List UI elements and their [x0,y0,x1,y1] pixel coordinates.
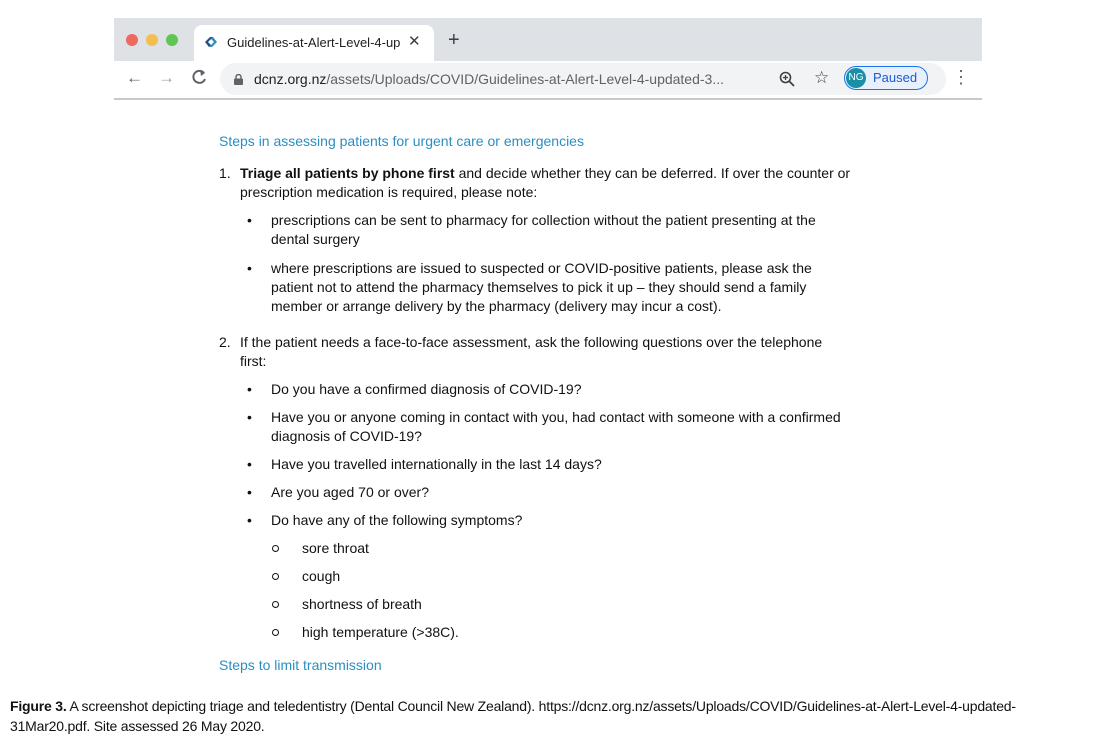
bullet: • [247,512,252,528]
tab-title: Guidelines-at-Alert-Level-4-up [227,35,401,50]
profile-status: Paused [873,70,918,85]
question-item: Have you travelled internationally in the last 14 days? [271,456,602,472]
item2-line1: If the patient needs a face-to-face assessment, ask the following questions over the telephone [240,334,823,350]
symptom-item: cough [302,568,341,584]
hollow-bullet-icon [272,545,279,552]
section-heading-transmission: Steps to limit transmission [219,657,382,673]
tab-close-icon[interactable]: ✕ [408,33,421,50]
list-item: dental surgery [271,231,360,247]
list-item: prescriptions can be sent to pharmacy for collection without the patient presenting at the [271,212,816,228]
list-item: where prescriptions are issued to suspected or COVID-positive patients, please ask the [271,260,812,276]
question-item: Do you have a confirmed diagnosis of COVID-19? [271,381,582,397]
url-host: dcnz.org.nz [254,71,327,87]
item1-line1-rest: and decide whether they can be deferred. If over the counter or [454,165,851,181]
figure-caption [10,696,1088,736]
bullet: • [247,212,252,228]
item2-line2: first: [240,353,267,369]
bullet: • [247,484,252,500]
bullet: • [247,409,252,425]
bullet: • [247,456,252,472]
back-button[interactable]: ← [126,68,143,87]
symptom-item: shortness of breath [302,596,422,612]
list-item: patient not to attend the pharmacy themselves to pick it up – they should send a family [271,279,807,295]
list-number-1: 1. [219,165,231,181]
url-path: /assets/Uploads/COVID/Guidelines-at-Alert-Level-4-updated-3... [326,71,725,87]
hollow-bullet-icon [272,629,279,636]
bullet: • [247,260,252,276]
hollow-bullet-icon [272,601,279,608]
browser-menu-icon[interactable]: ⋮ [952,67,970,87]
list-item: member or arrange delivery by the pharmacy (delivery may incur a cost). [271,298,722,314]
question-item: Have you or anyone coming in contact with you, had contact with someone with a confirmed [271,409,841,425]
caption-label: Figure 3. [10,698,67,714]
caption-line1 [10,696,1088,716]
bullet: • [247,381,252,397]
item1-bold: Triage all patients by phone first [240,165,455,181]
symptom-item: high temperature (>38C). [302,624,459,640]
new-tab-button[interactable]: + [448,29,460,51]
section-heading-assessing: Steps in assessing patients for urgent care or emergencies [219,133,584,149]
caption-line2: 31Mar20.pdf. Site assessed 26 May 2020. [10,718,265,734]
hollow-bullet-icon [272,573,279,580]
caption-text: A screenshot depicting triage and teledentistry (Dental Council New Zealand). https://dcnz.org.nz/assets/Uploads/COVID/Guidelines-at-Alert-Level-4-updated- [66,698,1016,714]
question-item: diagnosis of COVID-19? [271,428,422,444]
forward-button[interactable]: → [158,68,175,87]
avatar: NG [846,68,866,88]
question-item: Are you aged 70 or over? [271,484,429,500]
bookmark-star-icon[interactable]: ☆ [814,68,830,87]
item1-line2: prescription medication is required, please note: [240,184,538,200]
list-number-2: 2. [219,334,231,350]
question-item: Do have any of the following symptoms? [271,512,523,528]
symptom-item: sore throat [302,540,369,556]
item1-line1 [240,164,850,183]
